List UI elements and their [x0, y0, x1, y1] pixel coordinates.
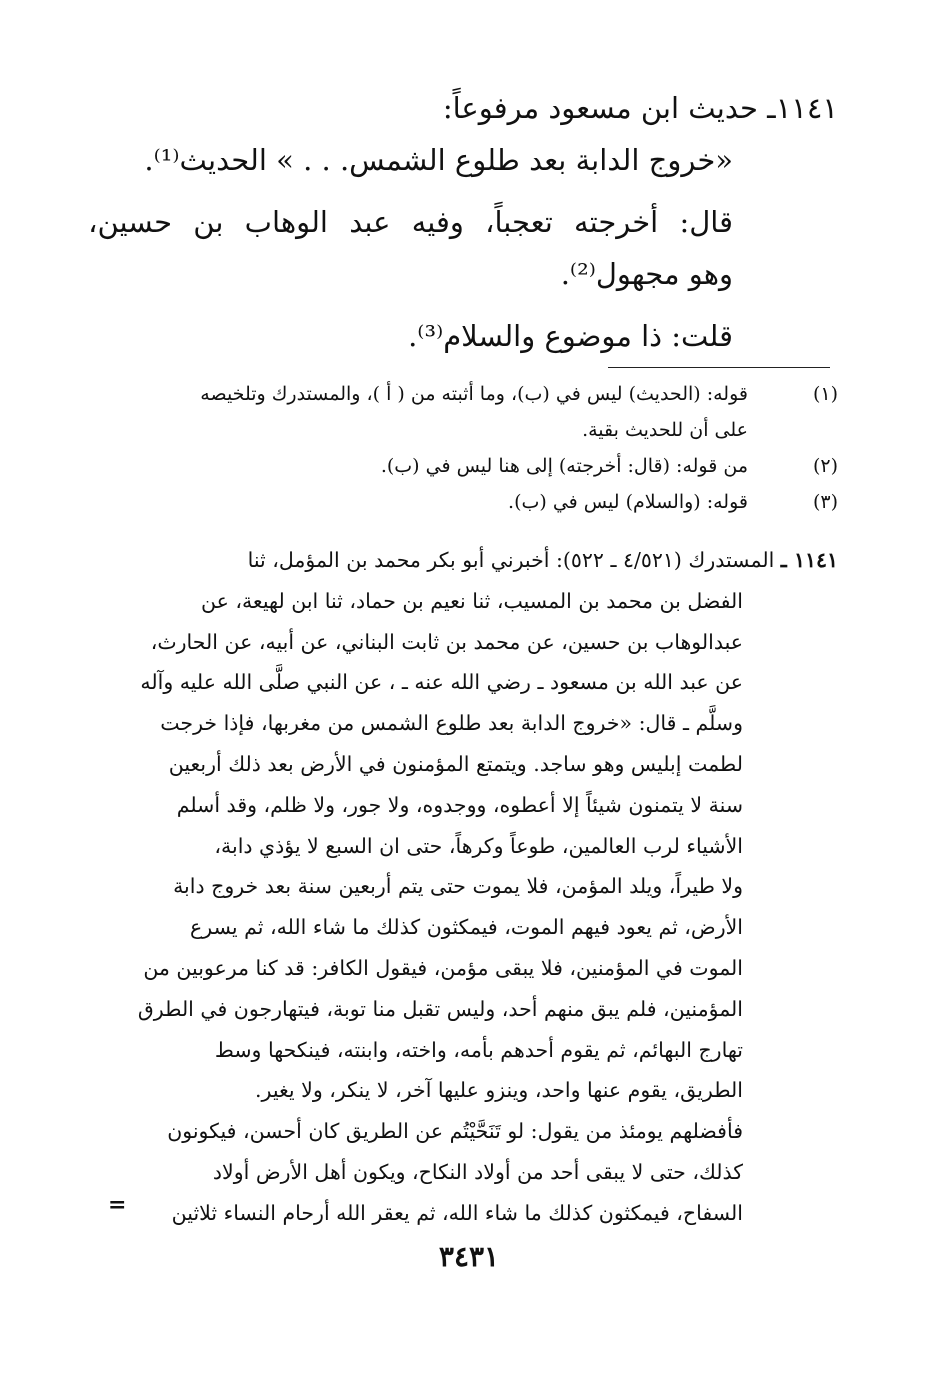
footnote-text: قوله: (الحديث) ليس في (ب)، وما أثبته من ( أ )، والمستدرك وتلخيصه — [200, 383, 748, 405]
commentary-line: فأفضلهم يومئذ من يقول: لو تَنَحَّيْتُم عن الطريق كان أحسن، فيكونون — [167, 1119, 743, 1144]
entry-quote: «خروج الدابة بعد طلوع الشمس. . . » الحديث⁽¹⁾. — [144, 143, 733, 177]
commentary-line: الأرض، ثم يعود فيهم الموت، فيمكثون كذلك ما شاء الله، ثم يسرع — [190, 915, 743, 940]
commentary-line: سنة لا يتمنون شيئاً إلا أعطوه، ووجدوه، ولا جور، ولا ظلم، وقد أسلم — [176, 792, 743, 817]
footnote-text: من قوله: (قال: أخرجته) إلى هنا ليس في (ب). — [380, 455, 748, 477]
commentary-number: ١١٤١ ـ — [780, 548, 838, 572]
footnote-number: (١) — [812, 383, 838, 405]
commentary-line: تهارج البهائم، ثم يقوم أحدهم بأمه، واخته، وابنته، فينكحها وسط — [214, 1037, 743, 1062]
entry-said-line1: قال: أخرجته تعجباً، وفيه عبد الوهاب بن حسين، — [88, 205, 733, 239]
commentary-line: عبدالوهاب بن حسين، عن محمد بن ثابت البناني، عن أبيه، عن الحارث، — [150, 629, 743, 654]
commentary-line: لطمت إبليس وهو ساجد. ويتمتع المؤمنون في الأرض بعد ذلك أربعين — [168, 751, 743, 776]
continuation-mark: = — [108, 1192, 127, 1218]
page-number: ٣٤٣١ — [438, 1240, 500, 1273]
commentary-line: كذلك، حتى لا يبقى أحد من أولاد النكاح، ويكون أهل الأرض أولاد — [212, 1159, 743, 1184]
commentary-line: وسلَّم ـ قال: «خروج الدابة بعد طلوع الشمس من مغربها، فإذا خرجت — [160, 711, 743, 736]
commentary-line: الأشياء لرب العالمين، طوعاً وكرهاً، حتى ان السبع لا يؤذي دابة، — [214, 833, 743, 858]
commentary-line: الطريق، يقوم عنها واحد، وينزو عليها آخر، لا ينكر، ولا يغير. — [255, 1078, 743, 1103]
entry-said-line2: وهو مجهول⁽²⁾. — [560, 257, 733, 291]
commentary-line: السفاح، فيمكثون كذلك ما شاء الله، ثم يعقر الله أرحام النساء ثلاثين — [171, 1200, 743, 1225]
footnote-text: قوله: (والسلام) ليس في (ب). — [508, 491, 748, 513]
commentary-line: الفضل بن محمد بن المسيب، ثنا نعيم بن حماد، ثنا ابن لهيعة، عن — [200, 588, 743, 613]
footnote-2 — [138, 448, 838, 484]
entry-verdict: قلت: ذا موضوع والسلام⁽³⁾. — [408, 319, 733, 353]
footnotes — [138, 376, 838, 520]
commentary — [118, 540, 838, 1234]
commentary-line: عن عبد الله بن مسعود ـ رضي الله عنه ـ ، عن النبي صلَّى الله عليه وآله — [140, 670, 743, 695]
commentary-line: الموت في المؤمنين، فلا يبقى مؤمن، فيقول الكافر: قد كنا مرعوبين من — [143, 955, 743, 980]
footnote-3 — [138, 484, 838, 520]
footnote-number: (٢) — [812, 455, 838, 477]
commentary-line: ١١٤١ ـ المستدرك (٤/٥٢١ ـ ٥٢٢): أخبرني أبو بكر محمد بن المؤمل، ثنا — [247, 548, 838, 572]
hadith-entry — [88, 82, 838, 362]
footnote-number: (٣) — [812, 491, 838, 513]
entry-heading: ١١٤١ـ حديث ابن مسعود مرفوعاً: — [442, 91, 838, 125]
footnote-text: على أن للحديث بقية. — [582, 419, 748, 441]
footnote-1 — [138, 376, 838, 448]
commentary-line: ولا طيراً، ويلد المؤمن، فلا يموت حتى يتم أربعين سنة بعد خروج دابة — [173, 874, 743, 899]
footnote-divider — [608, 367, 830, 368]
commentary-line: المؤمنين، فلم يبق منهم أحد، وليس تقبل منا توبة، فيتهارجون في الطرق — [137, 996, 743, 1021]
